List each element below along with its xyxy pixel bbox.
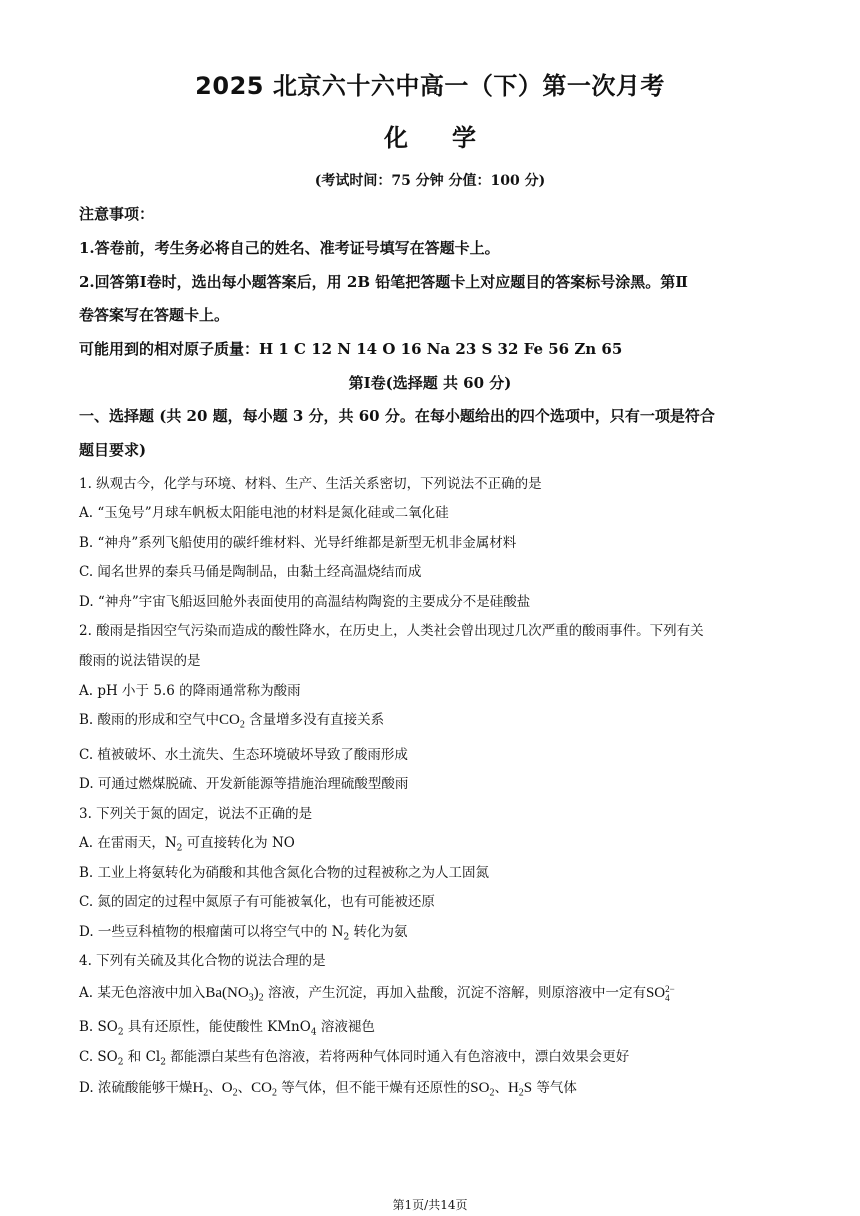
q2-option-c: C. 植被破坏、水土流失、生态环境破坏导致了酸雨形成: [79, 747, 408, 763]
h2-formula: H: [192, 1080, 204, 1096]
h2s-formula: H: [507, 1080, 519, 1096]
q4-option-a-pre: A. 某无色溶液中加入: [79, 985, 206, 1001]
q3-option-d-pre: D. 一些豆科植物的根瘤菌可以将空气中的 N: [79, 924, 344, 940]
q3-option-a-post: 可直接转化为 NO: [182, 835, 295, 851]
q3-option-b: B. 工业上将氨转化为硝酸和其他含氮化合物的过程被称之为人工固氮: [79, 865, 490, 881]
q4-option-b: [79, 1015, 375, 1038]
separator: 、: [208, 1080, 222, 1096]
ba-no3-paren: ): [253, 985, 259, 1001]
section-instructions-line-2: 题目要求): [79, 441, 147, 459]
q2-stem-line-1: 2. 酸雨是指因空气污染而造成的酸性降水，在历史上，人类社会曾出现过几次严重的酸雨事件。下列有关: [79, 623, 704, 639]
co2-subscript: 2: [239, 719, 245, 731]
so4-charge: 2−: [665, 983, 675, 994]
atomic-masses: 可能用到的相对原子质量：H 1 C 12 N 14 O 16 Na 23 S 32 Fe 56 Zn 65: [79, 340, 623, 358]
q2-stem-line-2: 酸雨的说法错误的是: [79, 653, 201, 669]
q3-option-a-pre: A. 在雷雨天，N: [79, 835, 177, 851]
notes-item-2-line-2: 卷答案写在答题卡上。: [79, 306, 230, 324]
q2-option-b: [79, 708, 384, 731]
separator: 、: [494, 1080, 508, 1096]
q4-option-a: [79, 981, 675, 1004]
q4-option-a-mid: 溶液，产生沉淀，再加入盐酸，沉淀不溶解，则原溶液中一定有: [263, 985, 646, 1001]
o2-subscript: 2: [232, 1087, 238, 1099]
q1-option-a: A. “玉兔号”月球车帆板太阳能电池的材料是氮化硅或二氧化硅: [79, 505, 449, 521]
exam-subject: 化学: [384, 124, 520, 152]
no3-subscript: 3: [248, 992, 254, 1004]
q3-option-d-post: 转化为氨: [349, 924, 408, 940]
q4-option-d-mid: 等气体，但不能干燥有还原性的: [276, 1080, 471, 1096]
q4-option-d: [79, 1076, 577, 1099]
exam-title: 2025 北京六十六中高一（下）第一次月考: [195, 72, 665, 100]
q4-option-c-post: 都能漂白某些有色溶液，若将两种气体同时通入有色溶液中，漂白效果会更好: [165, 1049, 630, 1065]
section-title: 第Ⅰ卷(选择题 共 60 分): [348, 374, 512, 392]
so4-subscript: 4: [665, 992, 670, 1003]
notes-item-2-line-1: 2.回答第Ⅰ卷时，选出每小题答案后，用 2B 铅笔把答题卡上对应题目的答案标号涂黑。第Ⅱ: [79, 273, 688, 291]
n2-subscript: 2: [343, 932, 350, 943]
q3-stem: 3. 下列关于氮的固定，说法不正确的是: [79, 806, 313, 822]
q2-option-b-post: 含量增多没有直接关系: [244, 712, 385, 728]
cl2-subscript: 2: [160, 1057, 166, 1068]
exam-info: (考试时间：75 分钟 分值：100 分): [314, 173, 546, 189]
q4-stem: 4. 下列有关硫及其化合物的说法合理的是: [79, 953, 326, 969]
so4-charge-group: [665, 985, 675, 1003]
ba-no3-formula: Ba(NO: [205, 985, 249, 1001]
q2-option-a: A. pH 小于 5.6 的降雨通常称为酸雨: [79, 683, 301, 699]
kmno4-subscript: 4: [310, 1027, 317, 1038]
q3-option-c: C. 氮的固定的过程中氮原子有可能被氧化，也有可能被还原: [79, 894, 435, 910]
page-number: 第1页/共14页: [392, 1198, 468, 1212]
ba-no3-subscript: 2: [258, 992, 264, 1004]
so2-subscript: 2: [117, 1057, 124, 1068]
o2-formula: O: [221, 1080, 233, 1096]
q4-option-d-pre: D. 浓硫酸能够干燥: [79, 1080, 193, 1096]
h2s-formula-s: S: [523, 1080, 533, 1096]
notes-heading: 注意事项：: [79, 205, 155, 223]
q4-option-b-mid: 具有还原性，能使酸性 KMnO: [123, 1019, 311, 1035]
so2-subscript: 2: [117, 1027, 124, 1038]
separator: 、: [237, 1080, 252, 1096]
q2-option-b-pre: B. 酸雨的形成和空气中: [79, 712, 220, 728]
h2s-subscript: 2: [518, 1087, 524, 1099]
section-instructions-line-1: 一、选择题 (共 20 题，每小题 3 分，共 60 分。在每小题给出的四个选项中，只有一项是符合: [79, 407, 715, 425]
q4-option-c-pre: C. SO: [79, 1049, 118, 1065]
q1-stem: 1. 纵观古今，化学与环境、材料、生产、生活关系密切，下列说法不正确的是: [79, 476, 542, 492]
co2-subscript: 2: [271, 1087, 277, 1099]
q4-option-c: [79, 1045, 629, 1068]
co2-formula: CO: [251, 1080, 272, 1096]
q1-option-b: B. “神舟”系列飞船使用的碳纤维材料、光导纤维都是新型无机非金属材料: [79, 535, 517, 551]
notes-item-1: 1.答卷前，考生务必将自己的姓名、准考证号填写在答题卡上。: [79, 239, 500, 257]
h2-subscript: 2: [203, 1087, 209, 1099]
q1-option-d: D. “神舟”宇宙飞船返回舱外表面使用的高温结构陶瓷的主要成分不是硅酸盐: [79, 594, 531, 610]
q2-option-d: D. 可通过燃煤脱硫、开发新能源等措施治理硫酸型酸雨: [79, 776, 409, 792]
co2-formula: CO: [219, 712, 240, 728]
q4-option-b-post: 溶液褪色: [316, 1019, 375, 1035]
q4-option-b-pre: B. SO: [79, 1019, 118, 1035]
q3-option-a: [79, 831, 295, 854]
n2-subscript: 2: [176, 843, 183, 854]
so2-formula: SO: [470, 1080, 490, 1096]
q4-option-d-post: 等气体: [532, 1080, 577, 1096]
q3-option-d: [79, 920, 408, 943]
so2-subscript: 2: [489, 1087, 495, 1099]
so4-formula: SO: [645, 985, 666, 1001]
q4-option-c-mid: 和 Cl: [123, 1049, 161, 1065]
q1-option-c: C. 闻名世界的秦兵马俑是陶制品，由黏土经高温烧结而成: [79, 564, 422, 580]
